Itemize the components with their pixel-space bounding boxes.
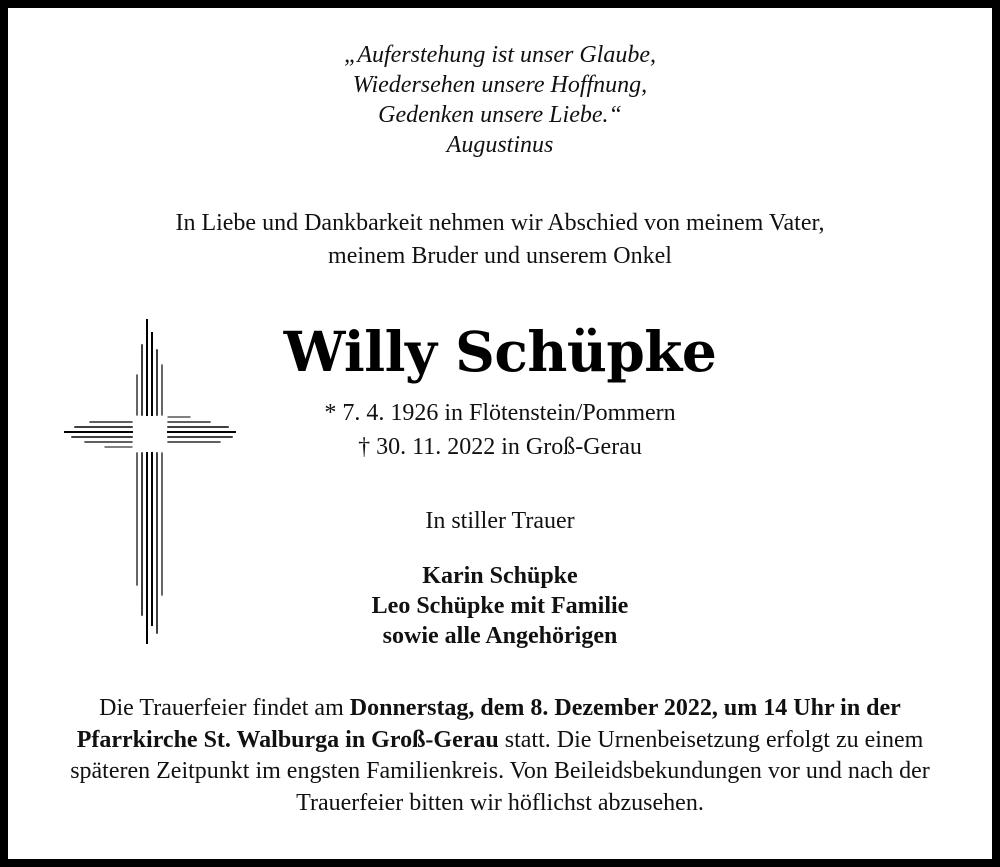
mourner-1: Karin Schüpke [422,563,578,589]
funeral-notice [40,693,960,819]
notice-text-2: statt. Die Urnenbeisetzung erfolgt zu einem späteren Zeitpunkt im engsten Familienkreis. Von Beileidsbekundungen vor und nach der Trauerfeier bitten wir höflichst abzusehen. [70,726,930,816]
quote-line-1: „Auferstehung ist unser Glaube, [344,42,656,68]
intro-text [0,207,1000,273]
quote-author: Augustinus [446,132,554,158]
notice-text-1: Die Trauerfeier findet am [99,695,350,721]
mourning-label: In stiller Trauer [425,508,575,534]
death-date: † 30. 11. 2022 in Groß-Gerau [358,434,642,460]
mourners-list [200,561,800,651]
intro-line-1: In Liebe und Dankbarkeit nehmen wir Abschied von meinem Vater, [175,210,825,236]
mourner-3: sowie alle Angehörigen [382,623,618,649]
quote-line-3: Gedenken unsere Liebe.“ [378,102,622,128]
quote-line-2: Wiedersehen unsere Hoffnung, [352,72,648,98]
life-dates [200,396,800,464]
mourner-2: Leo Schüpke mit Familie [371,593,629,619]
quote-block [0,40,1000,160]
birth-date: * 7. 4. 1926 in Flötenstein/Pommern [324,400,676,426]
deceased-name: Willy Schüpke [283,319,717,384]
intro-line-2: meinem Bruder und unserem Onkel [328,243,672,269]
notice-highlight: Donnerstag, dem 8. Dezember 2022, um 14 Uhr in der Pfarrkirche St. Walburga in Groß-Gerau [76,695,901,753]
